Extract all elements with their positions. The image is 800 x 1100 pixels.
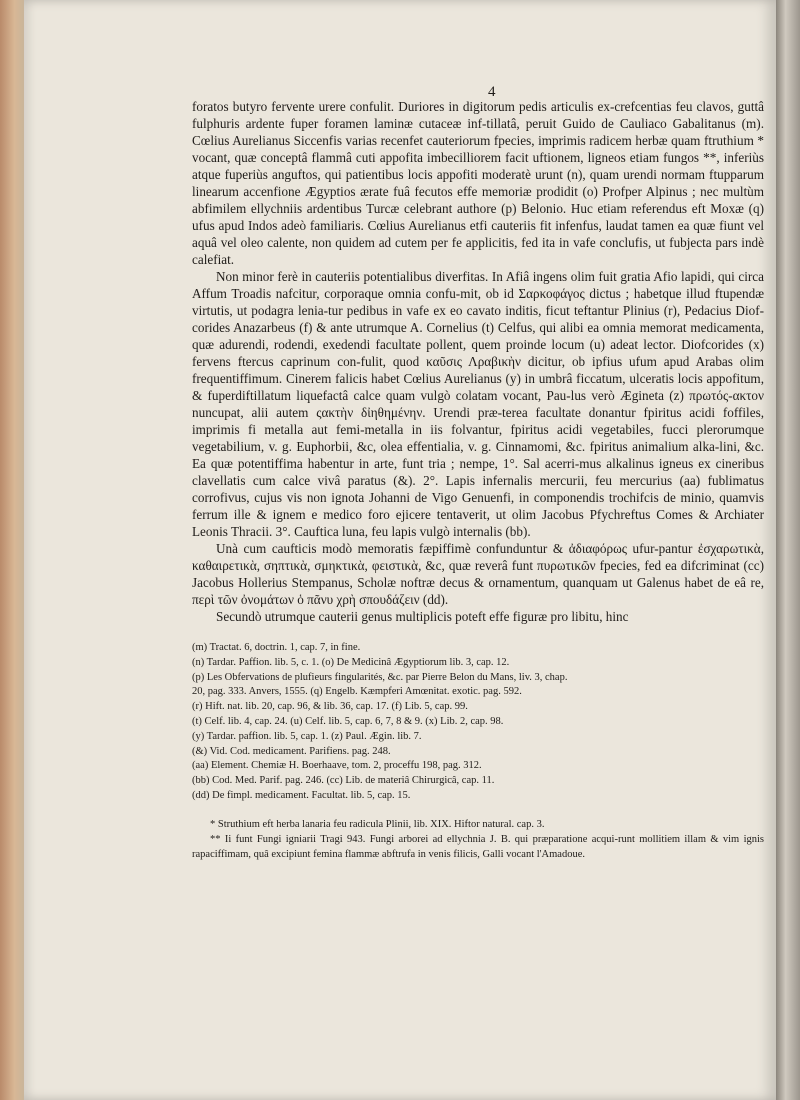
- footnote: 20, pag. 333. Anvers, 1555. (q) Engelb. Kæmpferi Amœnitat. exotic. pag. 592.: [192, 686, 522, 698]
- footnote: (aa) Element. Chemiæ H. Boerhaave, tom. 2, proceffu 198, pag. 312.: [192, 760, 482, 772]
- footnote: (y) Tardar. paffion. lib. 5, cap. 1. (z) Paul. Ægin. lib. 7.: [192, 730, 422, 742]
- paragraph-3: Unà cum caufticis modò memoratis fæpiffimè confunduntur & ἀδιαφόρως ufur-pantur ἐσχαρωτικὰ, καθαιρετικὰ, σηπτικὰ, σμηκτικὰ, φειστικὰ, &c, quæ reverâ funt πυρωτικῶν fpecies, fed ea difcriminat (cc) Jacobus Hollerius Stempanus, Scholæ noftræ decus & ornamentum, quanquam ut Galenus habet de eâ re, περὶ τῶν ὀνομάτων ὁ πᾶνυ χρὴ σπουδάζειν (dd).: [192, 541, 764, 607]
- footnote: (m) Tractat. 6, doctrin. 1, cap. 7, in fine.: [192, 642, 361, 653]
- page: [24, 0, 776, 1100]
- footnote: (n) Tardar. Paffion. lib. 5, c. 1. (o) De Medicinâ Ægyptiorum lib. 3, cap. 12.: [192, 656, 510, 668]
- footnote: (p) Les Obfervations de plufieurs fingularités, &c. par Pierre Belon du Mans, liv. 3, chap.: [192, 671, 568, 683]
- footnote: (t) Celf. lib. 4, cap. 24. (u) Celf. lib. 5, cap. 6, 7, 8 & 9. (x) Lib. 2, cap. 98.: [192, 715, 504, 727]
- paragraph-4: Secundò utrumque cauterii genus multiplicis poteft effe figuræ pro libitu, hinc: [216, 609, 629, 624]
- footnote: (&) Vid. Cod. medicament. Parifiens. pag. 248.: [192, 745, 391, 757]
- footnote: (r) Hift. nat. lib. 20, cap. 96, & lib. 36, cap. 17. (f) Lib. 5, cap. 99.: [192, 701, 468, 713]
- paragraph-2: Non minor ferè in cauteriis potentialibus diverfitas. In Afiâ ingens olim fuit gratia Afio lapidi, qui circa Affum Troadis nafcitur, corporaque omnia confu-mit, ob id Σαρκοφάγος dictus ; habetque illud ftupendæ virtutis, ut podagra lenia-tur pedibus in vafe ex eo cavato inditis, ficut teftantur Plinius (r), Pedacius Diof-corides Anazarbeus (f) & ante utrumque A. Cornelius (t) Celfus, qui alibi ea omnia memorat medicamenta, quæ adurendi, rodendi, exedendi facultate pollent, quem proinde locum (u) adeat lector. Diofcorides (x) fervens ftercus caprinum con-fulit, quod καῦσις Λραβικὴν dicitur, ob ipfius ufum apud Arabas olim frequentiffimum. Cinerem falicis habet Cœlius Aurelianus (y) in umbrâ ficcatum, ulceratis locis appofitum, & fuperdiftillatum liquefactâ calce quam vulgò colatam vocant, Pau-lus verò Ægineta (z) πρωτός-ακτον nuncupat, alii autem ςακτὴν δἰηθημένην. Urendi præ-terea facultate donantur fpiritus acidi foffiles, imprimis fi metalla aut femi-metalla in iis folvantur, fpiritus acidi vegetabiles, fucci plerorumque vegetabilium, v. g. Euphorbii, &c, olea effentialia, v. g. Cinnamomi, &c. fpiritus animalium alka-lini, &c. Ea quæ potentiffima habentur in arte, funt tria ; nempe, 1°. Sal acerri-mus alkalinus igneus ex cineribus clavellatis cum calce vivâ paratus (&). 2°. Lapis infernalis mercurii, feu mercurius (aa) fublimatus corrofivus, cujus vis non ignota Johanni de Vigo Genuenfi, in componendis trochifcis de minio, quamvis ferrum ille & ignem e medico foro ejicere tentaverit, ut olim Jacobus Pfychreftus Comes & Archiater Leonis Thracii. 3°. Cauftica luna, feu lapis vulgò internalis (bb).: [192, 269, 764, 539]
- footnote: (bb) Cod. Med. Parif. pag. 246. (cc) Lib. de materiâ Chirurgicâ, cap. 11.: [192, 775, 495, 787]
- page-left-edge: [0, 0, 24, 1100]
- footnotes: [192, 641, 764, 804]
- content: [192, 84, 764, 863]
- paragraph-1: foratos butyro fervente urere confulit. Duriores in digitorum pedis articulis ex-crefcentias feu clavos, guttâ fulphuris ardente fuper foramen laminæ cutaceæ inf-tillatâ, peruit Guido de Cauliaco Gabalitanus (m). Cœlius Aurelianus Siccenfis varias recenfet cauteriorum fpecies, imprimis radicem herbæ quam ftruthium * vocant, quæ conceptâ flammâ cuti appofita imbecilliorem facit uftionem, ligneos etiam fungos **, inferiùs atque fuperiùs anguftos, qui patientibus locis appofiti moderatè urunt (n), quam urendi normam ftupparum linearum accenfione Ægyptios ærate fuâ fecutos effe memoriæ prodidit (o) Profper Alpinus ; nec multùm abfimilem ellychniis ardentibus Turcæ celebrant authore (p) Belonio. Huc etiam referendus eft Moxæ (q) ufus apud Indos adeò familiaris. Cœlius Aurelianus etfi cauteriis fit infenfus, laudat tamen ea quæ fiunt vel aquâ vel oleo calente, non quidem ad cutem per fe applicitis, fed ita in vafe conclufis, ut fubjecta pars indè calefiat.: [192, 99, 764, 267]
- asterisk-notes: [192, 818, 764, 863]
- asterisk-note: ** Ii funt Fungi igniarii Tragi 943. Fungi arborei ad ellychnia J. B. qui præparatione acqui-runt mollitiem illam & vim ignis rapaciffimam, quâ excipiunt femina flammæ abftrufa in venis filicis, Galli vocant l'Amadoue.: [192, 834, 764, 860]
- page-number: 4: [488, 84, 496, 100]
- asterisk-note: * Struthium eft herba lanaria feu radicula Plinii, lib. XIX. Hiftor natural. cap. 3.: [210, 818, 545, 830]
- body-text: [192, 98, 764, 625]
- footnote: (dd) De fimpl. medicament. Facultat. lib. 5, cap. 15.: [192, 789, 411, 801]
- page-right-edge: [776, 0, 800, 1100]
